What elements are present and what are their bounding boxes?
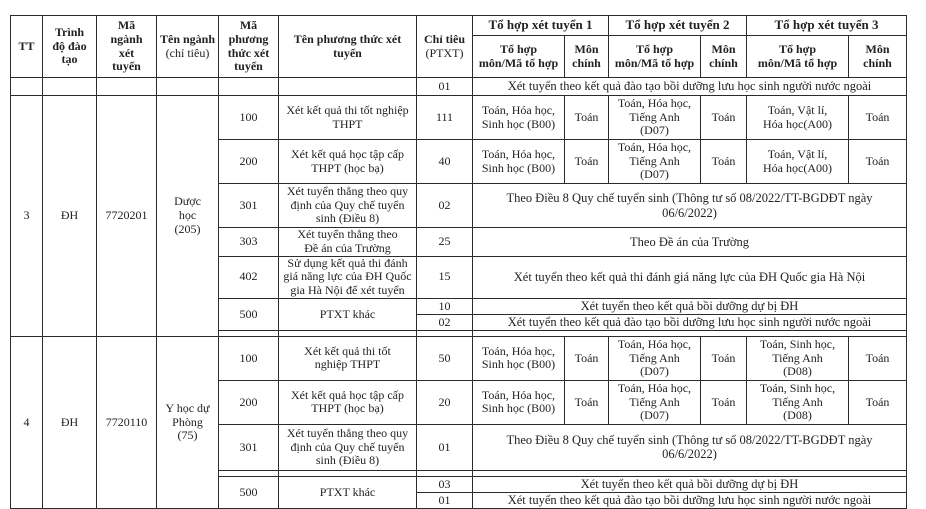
- method-name-cell: Xét kết quả học tập cấp THPT (học bạ): [279, 140, 417, 184]
- table-row: [11, 78, 907, 96]
- combo-cell: Toán, Hóa học, Sinh học (B00): [473, 380, 565, 424]
- quota-cell: 10: [417, 298, 473, 314]
- header-method-name: Tên phương thức xét tuyển: [279, 16, 417, 78]
- combo-cell: Toán, Sinh học, Tiếng Anh (D08): [747, 336, 849, 380]
- combo-cell: Toán, Hóa học, Sinh học (B00): [473, 336, 565, 380]
- method-name-cell: Xét tuyển thẳng theo quy định của Quy chế tuyển sinh (Điều 8): [279, 184, 417, 228]
- main-subject-cell: Toán: [849, 140, 907, 184]
- combo-cell: Toán, Hóa học, Tiếng Anh (D07): [609, 140, 701, 184]
- table-row: [11, 96, 907, 140]
- main-subject-cell: Toán: [849, 96, 907, 140]
- header-method-code: Mã phương thức xét tuyển: [219, 16, 279, 78]
- quota-cell: 40: [417, 140, 473, 184]
- major-name-cell: Dược học (205): [157, 96, 219, 337]
- combo-cell: Toán, Hóa học, Tiếng Anh (D07): [609, 380, 701, 424]
- combo-cell: Toán, Vật lí, Hóa học(A00): [747, 140, 849, 184]
- header-combo-2: Tổ hợp môn/Mã tổ hợp: [609, 36, 701, 78]
- header-combo-3: Tổ hợp môn/Mã tổ hợp: [747, 36, 849, 78]
- header-main-3: Môn chính: [849, 36, 907, 78]
- combo-cell: Toán, Hóa học, Sinh học (B00): [473, 96, 565, 140]
- method-code-cell: 500: [219, 476, 279, 508]
- main-subject-cell: Toán: [565, 96, 609, 140]
- header-level: Trình độ đào tạo: [43, 16, 97, 78]
- header-combo-1: Tổ hợp môn/Mã tổ hợp: [473, 36, 565, 78]
- header-major-name: Tên ngành (chỉ tiêu): [157, 16, 219, 78]
- quota-cell: 02: [417, 314, 473, 330]
- method-code-cell: 301: [219, 424, 279, 470]
- method-code-cell: 200: [219, 380, 279, 424]
- method-name-cell: PTXT khác: [279, 476, 417, 508]
- admission-table: [10, 15, 907, 509]
- method-code-cell: 100: [219, 96, 279, 140]
- quota-cell: 01: [417, 424, 473, 470]
- method-code-cell: 100: [219, 336, 279, 380]
- main-subject-cell: Toán: [701, 140, 747, 184]
- main-subject-cell: Toán: [849, 380, 907, 424]
- main-subject-cell: Toán: [701, 380, 747, 424]
- method-note: Theo Đề án của Trường: [473, 228, 907, 257]
- combo-cell: Toán, Sinh học, Tiếng Anh (D08): [747, 380, 849, 424]
- tt-cell: 4: [11, 336, 43, 508]
- method-code-cell: 402: [219, 256, 279, 298]
- main-subject-cell: Toán: [565, 336, 609, 380]
- quota-cell: 20: [417, 380, 473, 424]
- major-code-cell: 7720110: [97, 336, 157, 508]
- method-name-cell: Xét tuyển thẳng theo Đề án của Trường: [279, 228, 417, 257]
- header-main-1: Môn chính: [565, 36, 609, 78]
- main-subject-cell: Toán: [565, 380, 609, 424]
- method-name-cell: Xét tuyển thẳng theo quy định của Quy chế tuyển sinh (Điều 8): [279, 424, 417, 470]
- quota-cell: 50: [417, 336, 473, 380]
- main-subject-cell: Toán: [701, 96, 747, 140]
- quota-cell: 25: [417, 228, 473, 257]
- method-code-cell: 200: [219, 140, 279, 184]
- main-subject-cell: Toán: [701, 336, 747, 380]
- method-name-cell: PTXT khác: [279, 298, 417, 330]
- quota-cell: 111: [417, 96, 473, 140]
- header-group-3: Tổ hợp xét tuyển 3: [747, 16, 907, 36]
- quota-cell: 02: [417, 184, 473, 228]
- header-main-2: Môn chính: [701, 36, 747, 78]
- method-note: Xét tuyển theo kết quả đào tạo bồi dưỡng lưu học sinh người nước ngoài: [473, 314, 907, 330]
- major-code-cell: 7720201: [97, 96, 157, 337]
- method-note: Xét tuyển theo kết quả thi đánh giá năng lực của ĐH Quốc gia Hà Nội: [473, 256, 907, 298]
- main-subject-cell: Toán: [849, 336, 907, 380]
- quota-cell: 15: [417, 256, 473, 298]
- level-cell: ĐH: [43, 336, 97, 508]
- header-row-1: [11, 16, 907, 36]
- method-note: Xét tuyển theo kết quả đào tạo bồi dưỡng lưu học sinh người nước ngoài: [473, 492, 907, 508]
- header-tt: TT: [11, 16, 43, 78]
- method-name-cell: Xét kết quả thi tốt nghiệp THPT: [279, 336, 417, 380]
- method-name-cell: Sử dụng kết quả thi đánh giá năng lực của ĐH Quốc gia Hà Nội để xét tuyển: [279, 256, 417, 298]
- combo-cell: Toán, Hóa học, Tiếng Anh (D07): [609, 336, 701, 380]
- method-note: Theo Điều 8 Quy chế tuyển sinh (Thông tư số 08/2022/TT-BGDĐT ngày 06/6/2022): [473, 184, 907, 228]
- quota-cell: 01: [417, 492, 473, 508]
- method-note: Xét tuyển theo kết quả bồi dưỡng dự bị ĐH: [473, 476, 907, 492]
- method-name-cell: Xét kết quả thi tốt nghiệp THPT: [279, 96, 417, 140]
- tt-cell: 3: [11, 96, 43, 337]
- major-name-cell: Y học dự Phòng (75): [157, 336, 219, 508]
- method-name-cell: Xét kết quả học tập cấp THPT (học bạ): [279, 380, 417, 424]
- method-code-cell: 301: [219, 184, 279, 228]
- method-code-cell: 303: [219, 228, 279, 257]
- header-group-2: Tổ hợp xét tuyển 2: [609, 16, 747, 36]
- method-code-cell: 500: [219, 298, 279, 330]
- header-quota: Chỉ tiêu (PTXT): [417, 16, 473, 78]
- quota-cell: 01: [417, 78, 473, 96]
- combo-cell: Toán, Hóa học, Sinh học (B00): [473, 140, 565, 184]
- method-note: Theo Điều 8 Quy chế tuyển sinh (Thông tư số 08/2022/TT-BGDĐT ngày 06/6/2022): [473, 424, 907, 470]
- method-note: Xét tuyển theo kết quả đào tạo bồi dưỡng lưu học sinh người nước ngoài: [473, 78, 907, 96]
- method-note: Xét tuyển theo kết quả bồi dưỡng dự bị ĐH: [473, 298, 907, 314]
- combo-cell: Toán, Hóa học, Tiếng Anh (D07): [609, 96, 701, 140]
- header-major-code: Mã ngành xét tuyển: [97, 16, 157, 78]
- main-subject-cell: Toán: [565, 140, 609, 184]
- header-group-1: Tổ hợp xét tuyển 1: [473, 16, 609, 36]
- level-cell: ĐH: [43, 96, 97, 337]
- combo-cell: Toán, Vật lí, Hóa học(A00): [747, 96, 849, 140]
- quota-cell: 03: [417, 476, 473, 492]
- table-row: [11, 336, 907, 380]
